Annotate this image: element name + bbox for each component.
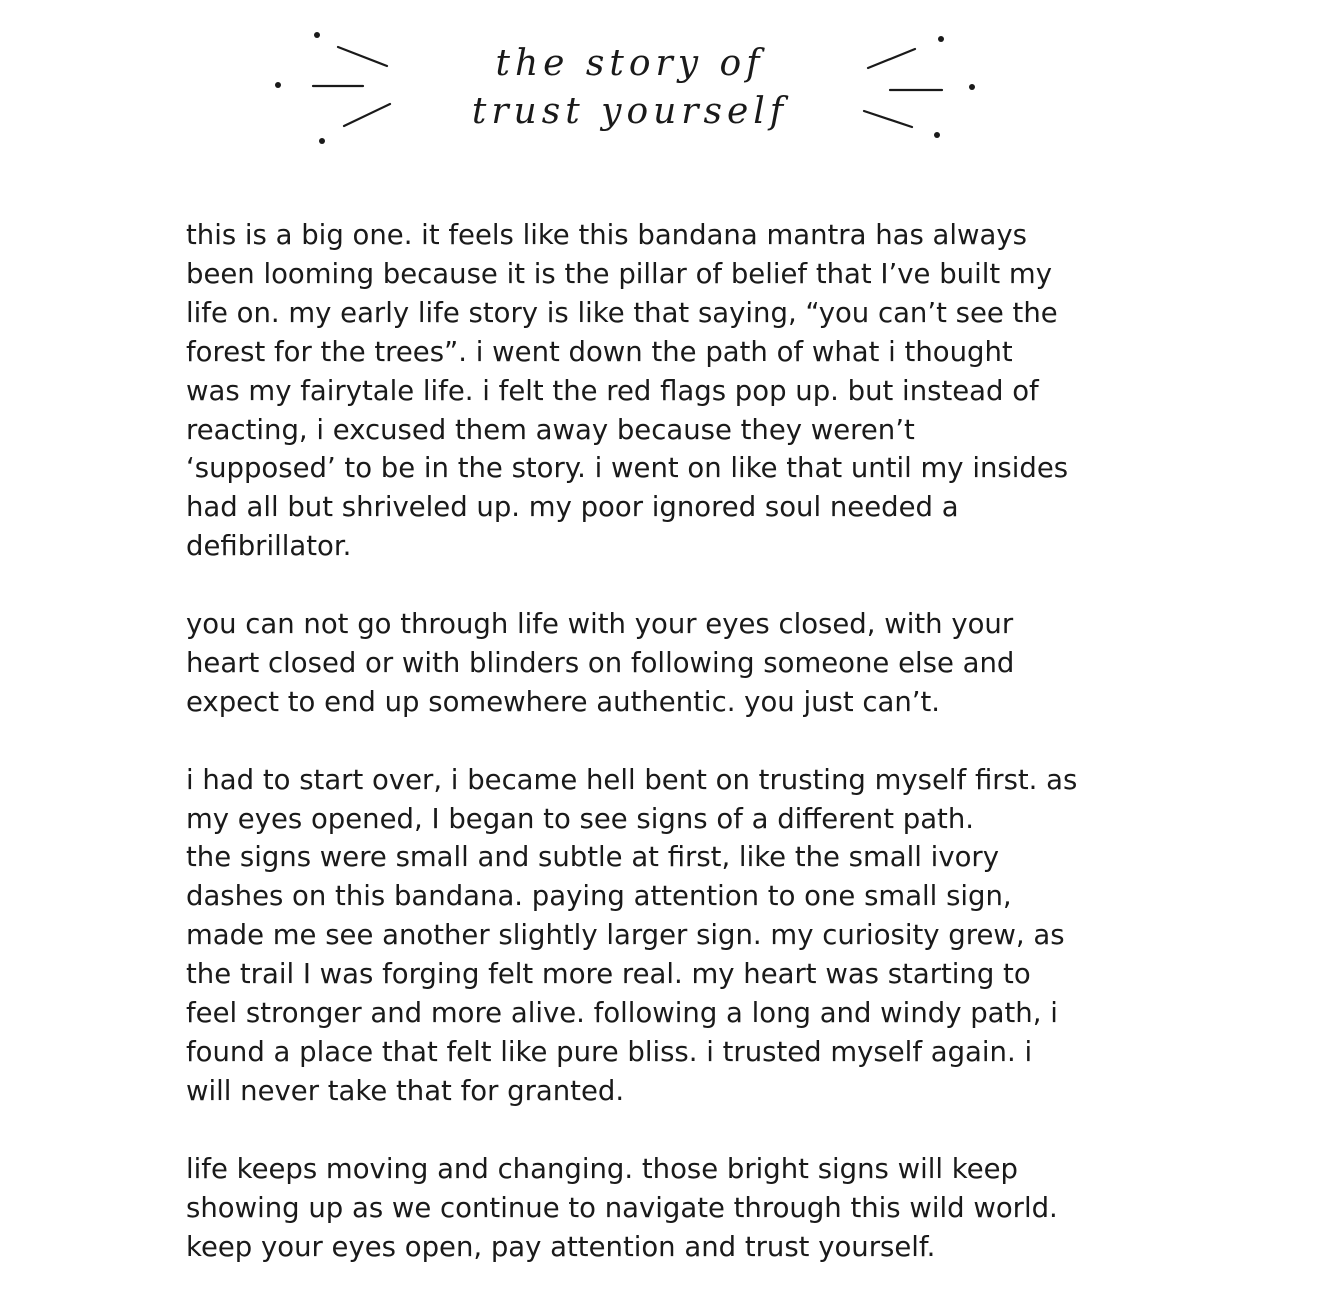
paragraph-3: [186, 761, 1146, 1111]
text-line: this is a big one. it feels like this bandana mantra has always: [186, 219, 1027, 251]
text-line: you can not go through life with your eyes closed, with your: [186, 608, 1014, 641]
text-line: the signs were small and subtle at first, like the small ivory: [186, 841, 999, 874]
text-line: was my fairytale life. i felt the red flags pop up. but instead of: [186, 374, 1039, 407]
text-line: showing up as we continue to navigate through this wild world.: [186, 1191, 1058, 1224]
text-line: forest for the trees”. i went down the path of what i thought: [186, 335, 1013, 368]
text-line: heart closed or with blinders on following someone else and: [186, 646, 1015, 679]
title-line-2: trust yourself: [471, 91, 789, 132]
header: [0, 20, 1320, 170]
paragraph-2: [186, 605, 1146, 722]
text-line: keep your eyes open, pay attention and trust yourself.: [186, 1230, 936, 1263]
decorative-rays-right-icon: [850, 20, 1000, 170]
text-line: my eyes opened, I began to see signs of a different path.: [186, 802, 974, 835]
paragraph-1: [186, 216, 1146, 566]
text-line: expect to end up somewhere authentic. you just can’t.: [186, 685, 941, 718]
text-line: will never take that for granted.: [186, 1074, 625, 1107]
text-line: been looming because it is the pillar of belief that I’ve built my: [186, 257, 1052, 290]
text-line: feel stronger and more alive. following a long and windy path, i: [186, 997, 1058, 1030]
text-line: ‘supposed’ to be in the story. i went on like that until my insides: [186, 452, 1069, 485]
text-line: made me see another slightly larger sign. my curiosity grew, as: [186, 919, 1065, 952]
text-line: defibrillator.: [186, 530, 352, 563]
story-body: [186, 216, 1146, 1305]
text-line: found a place that felt like pure bliss. i trusted myself again. i: [186, 1036, 1033, 1068]
text-line: reacting, i excused them away because they weren’t: [186, 413, 915, 446]
title-line-1: the story of: [495, 43, 765, 84]
decorative-rays-left-icon: [260, 20, 410, 170]
text-line: life keeps moving and changing. those bright signs will keep: [186, 1152, 1019, 1185]
page-title: [410, 40, 850, 136]
text-line: had all but shriveled up. my poor ignored soul needed a: [186, 491, 959, 524]
text-line: the trail I was forging felt more real. my heart was starting to: [186, 958, 1031, 991]
text-line: i had to start over, i became hell bent on trusting myself first. as: [186, 763, 1078, 796]
text-line: life on. my early life story is like that saying, “you can’t see the: [186, 296, 1058, 329]
paragraph-4: [186, 1150, 1146, 1267]
text-line: dashes on this bandana. paying attention to one small sign,: [186, 880, 1012, 913]
